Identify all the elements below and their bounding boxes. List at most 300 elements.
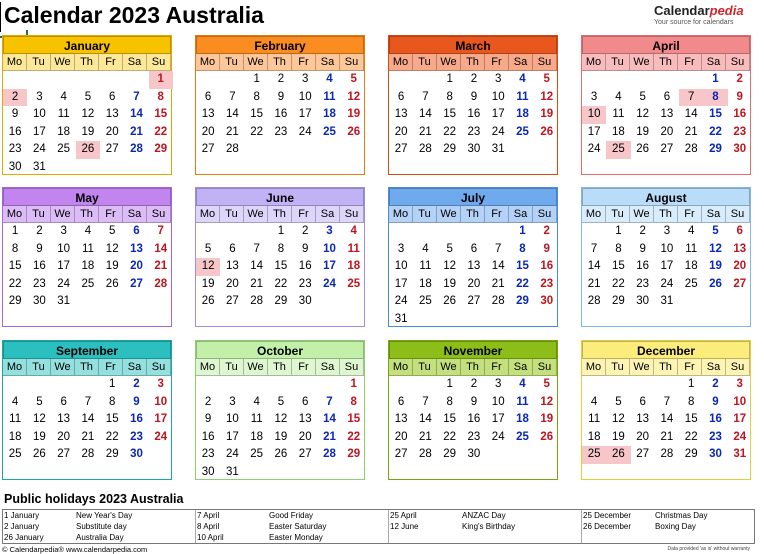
- day-cell[interactable]: 22: [516, 277, 529, 290]
- day-cell[interactable]: 7: [133, 90, 140, 103]
- day-cell[interactable]: 4: [519, 73, 526, 85]
- day-cell[interactable]: 24: [298, 125, 312, 138]
- day-cell[interactable]: 30: [8, 160, 22, 173]
- day-cell[interactable]: 20: [733, 260, 747, 273]
- day-cell[interactable]: 11: [250, 413, 263, 426]
- day-cell[interactable]: 1: [277, 225, 285, 237]
- day-cell[interactable]: 27: [57, 448, 71, 461]
- day-cell[interactable]: 5: [712, 225, 719, 237]
- day-cell[interactable]: 23: [467, 430, 481, 443]
- day-cell[interactable]: 27: [660, 143, 674, 156]
- day-cell[interactable]: 4: [615, 90, 622, 103]
- day-cell[interactable]: 29: [274, 295, 288, 308]
- day-cell[interactable]: 4: [350, 225, 357, 237]
- day-cell[interactable]: 8: [253, 90, 260, 103]
- day-cell[interactable]: 8: [11, 242, 19, 255]
- day-cell[interactable]: 9: [277, 90, 285, 103]
- day-cell[interactable]: 21: [323, 430, 336, 443]
- day-cell[interactable]: 9: [36, 242, 43, 255]
- day-cell[interactable]: 16: [467, 108, 481, 121]
- day-cell[interactable]: 22: [274, 277, 288, 290]
- day-cell[interactable]: 16: [201, 430, 215, 443]
- day-cell[interactable]: 4: [60, 90, 67, 103]
- day-cell[interactable]: 28: [226, 143, 239, 156]
- day-cell[interactable]: 19: [347, 108, 361, 121]
- day-cell[interactable]: 17: [733, 413, 747, 426]
- day-cell[interactable]: 17: [587, 125, 601, 138]
- day-cell[interactable]: 20: [467, 277, 481, 290]
- day-cell[interactable]: 2: [639, 225, 646, 237]
- day-cell[interactable]: 30: [467, 448, 481, 461]
- day-cell[interactable]: 15: [8, 260, 22, 273]
- day-cell[interactable]: 26: [105, 277, 119, 290]
- day-cell[interactable]: 14: [684, 108, 698, 121]
- day-cell[interactable]: 31: [733, 448, 747, 461]
- day-cell[interactable]: 20: [105, 125, 119, 138]
- holiday-day-cell[interactable]: 25: [582, 446, 606, 464]
- day-cell[interactable]: 14: [660, 413, 674, 426]
- day-cell[interactable]: 12: [612, 413, 625, 426]
- day-cell[interactable]: 15: [443, 413, 457, 426]
- day-cell[interactable]: 18: [81, 260, 95, 273]
- day-cell[interactable]: 15: [516, 260, 529, 273]
- day-cell[interactable]: 31: [226, 465, 239, 478]
- day-cell[interactable]: 11: [612, 108, 625, 121]
- day-cell[interactable]: 17: [491, 413, 505, 426]
- day-cell[interactable]: 17: [491, 108, 505, 121]
- day-cell[interactable]: 2: [277, 73, 285, 85]
- day-cell[interactable]: 6: [133, 225, 140, 237]
- day-cell[interactable]: 19: [709, 260, 722, 273]
- day-cell[interactable]: 20: [394, 125, 408, 138]
- holiday-day-cell[interactable]: 10: [582, 106, 606, 124]
- day-cell[interactable]: 28: [491, 295, 505, 308]
- day-cell[interactable]: 3: [494, 73, 502, 85]
- day-cell[interactable]: 6: [397, 90, 405, 103]
- day-cell[interactable]: 9: [470, 90, 478, 103]
- day-cell[interactable]: 28: [684, 143, 698, 156]
- day-cell[interactable]: 16: [540, 260, 554, 273]
- day-cell[interactable]: 18: [516, 413, 529, 426]
- day-cell[interactable]: 12: [443, 260, 457, 273]
- day-cell[interactable]: 7: [422, 395, 429, 408]
- day-cell[interactable]: 13: [636, 413, 650, 426]
- day-cell[interactable]: 20: [57, 430, 71, 443]
- day-cell[interactable]: 17: [660, 260, 674, 273]
- day-cell[interactable]: 12: [636, 108, 650, 121]
- day-cell[interactable]: 19: [612, 430, 625, 443]
- day-cell[interactable]: 6: [470, 242, 478, 255]
- day-cell[interactable]: 11: [516, 90, 529, 103]
- day-cell[interactable]: 21: [419, 430, 432, 443]
- day-cell[interactable]: 10: [491, 395, 505, 408]
- day-cell[interactable]: 17: [33, 125, 46, 138]
- day-cell[interactable]: 11: [685, 242, 698, 255]
- day-cell[interactable]: 13: [394, 108, 408, 121]
- day-cell[interactable]: 27: [467, 295, 481, 308]
- day-cell[interactable]: 11: [57, 108, 70, 121]
- day-cell[interactable]: 24: [323, 277, 336, 290]
- day-cell[interactable]: 1: [687, 378, 695, 390]
- day-cell[interactable]: 3: [301, 73, 309, 85]
- day-cell[interactable]: 3: [397, 242, 405, 255]
- day-cell[interactable]: 19: [540, 413, 554, 426]
- day-cell[interactable]: 22: [443, 430, 457, 443]
- holiday-day-cell[interactable]: 25: [606, 141, 630, 159]
- day-cell[interactable]: 19: [33, 430, 46, 443]
- day-cell[interactable]: 7: [663, 395, 671, 408]
- day-cell[interactable]: 21: [587, 277, 601, 290]
- day-cell[interactable]: 3: [494, 378, 502, 390]
- day-cell[interactable]: 20: [130, 260, 143, 273]
- day-cell[interactable]: 17: [394, 277, 408, 290]
- day-cell[interactable]: 12: [540, 90, 554, 103]
- day-cell[interactable]: 25: [323, 125, 336, 138]
- day-cell[interactable]: 13: [467, 260, 481, 273]
- day-cell[interactable]: 28: [323, 448, 336, 461]
- day-cell[interactable]: 7: [326, 395, 333, 408]
- day-cell[interactable]: 18: [250, 430, 264, 443]
- day-cell[interactable]: 4: [326, 73, 333, 85]
- day-cell[interactable]: 24: [660, 277, 674, 290]
- day-cell[interactable]: 4: [11, 395, 19, 408]
- day-cell[interactable]: 16: [33, 260, 46, 273]
- holiday-day-cell[interactable]: 7: [679, 89, 703, 107]
- day-cell[interactable]: 16: [709, 413, 722, 426]
- day-cell[interactable]: 15: [684, 413, 698, 426]
- day-cell[interactable]: 16: [130, 413, 143, 426]
- day-cell[interactable]: 24: [587, 143, 601, 156]
- day-cell[interactable]: 24: [733, 430, 747, 443]
- day-cell[interactable]: 19: [105, 260, 119, 273]
- day-cell[interactable]: 2: [712, 378, 719, 390]
- day-cell[interactable]: 5: [108, 225, 116, 237]
- day-cell[interactable]: 24: [394, 295, 408, 308]
- day-cell[interactable]: 28: [250, 295, 264, 308]
- day-cell[interactable]: 6: [663, 90, 671, 103]
- day-cell[interactable]: 29: [8, 295, 22, 308]
- day-cell[interactable]: 7: [253, 242, 260, 255]
- day-cell[interactable]: 20: [636, 430, 650, 443]
- day-cell[interactable]: 2: [133, 378, 140, 390]
- day-cell[interactable]: 12: [709, 242, 722, 255]
- day-cell[interactable]: 20: [226, 277, 239, 290]
- day-cell[interactable]: 29: [684, 448, 698, 461]
- day-cell[interactable]: 10: [660, 242, 674, 255]
- day-cell[interactable]: 14: [419, 413, 432, 426]
- day-cell[interactable]: 6: [736, 225, 743, 237]
- day-cell[interactable]: 6: [301, 395, 309, 408]
- day-cell[interactable]: 21: [491, 277, 505, 290]
- day-cell[interactable]: 18: [347, 260, 361, 273]
- day-cell[interactable]: 25: [684, 277, 698, 290]
- day-cell[interactable]: 2: [470, 73, 478, 85]
- day-cell[interactable]: 4: [687, 225, 695, 237]
- holiday-day-cell[interactable]: 12: [196, 258, 220, 276]
- day-cell[interactable]: 8: [446, 395, 453, 408]
- day-cell[interactable]: 16: [274, 108, 288, 121]
- day-cell[interactable]: 29: [516, 295, 529, 308]
- day-cell[interactable]: 1: [108, 378, 116, 390]
- day-cell[interactable]: 30: [733, 143, 747, 156]
- day-cell[interactable]: 12: [81, 108, 95, 121]
- day-cell[interactable]: 30: [636, 295, 650, 308]
- day-cell[interactable]: 15: [709, 108, 722, 121]
- day-cell[interactable]: 13: [298, 413, 312, 426]
- day-cell[interactable]: 11: [347, 242, 360, 255]
- day-cell[interactable]: 26: [274, 448, 288, 461]
- day-cell[interactable]: 28: [419, 143, 432, 156]
- day-cell[interactable]: 22: [154, 125, 168, 138]
- day-cell[interactable]: 2: [301, 225, 309, 237]
- day-cell[interactable]: 9: [543, 242, 550, 255]
- day-cell[interactable]: 3: [229, 395, 236, 408]
- day-cell[interactable]: 26: [709, 277, 722, 290]
- day-cell[interactable]: 3: [157, 378, 164, 390]
- day-cell[interactable]: 21: [419, 125, 432, 138]
- day-cell[interactable]: 12: [274, 413, 288, 426]
- day-cell[interactable]: 9: [736, 90, 743, 103]
- day-cell[interactable]: 25: [419, 295, 432, 308]
- day-cell[interactable]: 13: [660, 108, 674, 121]
- day-cell[interactable]: 27: [298, 448, 312, 461]
- day-cell[interactable]: 31: [57, 295, 71, 308]
- day-cell[interactable]: 10: [154, 395, 168, 408]
- day-cell[interactable]: 19: [81, 125, 95, 138]
- day-cell[interactable]: 26: [540, 430, 554, 443]
- day-cell[interactable]: 1: [350, 378, 357, 390]
- day-cell[interactable]: 16: [298, 260, 312, 273]
- day-cell[interactable]: 30: [298, 295, 312, 308]
- day-cell[interactable]: 19: [636, 125, 650, 138]
- day-cell[interactable]: 29: [709, 143, 722, 156]
- day-cell[interactable]: 5: [84, 90, 92, 103]
- day-cell[interactable]: 12: [347, 90, 361, 103]
- day-cell[interactable]: 16: [636, 260, 650, 273]
- day-cell[interactable]: 6: [397, 395, 405, 408]
- day-cell[interactable]: 6: [639, 395, 646, 408]
- day-cell[interactable]: 18: [684, 260, 698, 273]
- day-cell[interactable]: 4: [84, 225, 92, 237]
- day-cell[interactable]: 23: [636, 277, 650, 290]
- day-cell[interactable]: 8: [350, 395, 357, 408]
- day-cell[interactable]: 8: [157, 90, 164, 103]
- day-cell[interactable]: 5: [543, 378, 550, 390]
- day-cell[interactable]: 8: [277, 242, 285, 255]
- day-cell[interactable]: 24: [491, 125, 505, 138]
- day-cell[interactable]: 10: [298, 90, 312, 103]
- day-cell[interactable]: 12: [540, 395, 554, 408]
- day-cell[interactable]: 24: [491, 430, 505, 443]
- day-cell[interactable]: 27: [394, 143, 408, 156]
- day-cell[interactable]: 14: [419, 108, 432, 121]
- day-cell[interactable]: 10: [733, 395, 747, 408]
- day-cell[interactable]: 5: [639, 90, 646, 103]
- day-cell[interactable]: 18: [323, 108, 336, 121]
- day-cell[interactable]: 23: [298, 277, 312, 290]
- day-cell[interactable]: 3: [326, 225, 333, 237]
- day-cell[interactable]: 28: [587, 295, 601, 308]
- day-cell[interactable]: 14: [587, 260, 601, 273]
- day-cell[interactable]: 26: [636, 143, 650, 156]
- day-cell[interactable]: 1: [11, 225, 19, 237]
- day-cell[interactable]: 19: [201, 277, 215, 290]
- day-cell[interactable]: 18: [57, 125, 71, 138]
- holiday-day-cell[interactable]: 1: [149, 71, 173, 89]
- day-cell[interactable]: 24: [226, 448, 239, 461]
- holiday-day-cell[interactable]: 26: [606, 446, 630, 464]
- day-cell[interactable]: 4: [422, 242, 429, 255]
- day-cell[interactable]: 13: [394, 413, 408, 426]
- day-cell[interactable]: 11: [9, 413, 22, 426]
- day-cell[interactable]: 23: [201, 448, 215, 461]
- day-cell[interactable]: 22: [105, 430, 119, 443]
- day-cell[interactable]: 3: [60, 225, 67, 237]
- day-cell[interactable]: 8: [615, 242, 622, 255]
- day-cell[interactable]: 8: [519, 242, 526, 255]
- day-cell[interactable]: 20: [298, 430, 312, 443]
- day-cell[interactable]: 23: [274, 125, 288, 138]
- day-cell[interactable]: 30: [467, 143, 481, 156]
- day-cell[interactable]: 10: [491, 90, 505, 103]
- day-cell[interactable]: 16: [467, 413, 481, 426]
- day-cell[interactable]: 7: [590, 242, 598, 255]
- day-cell[interactable]: 29: [443, 143, 457, 156]
- day-cell[interactable]: 21: [226, 125, 239, 138]
- day-cell[interactable]: 16: [733, 108, 747, 121]
- day-cell[interactable]: 10: [33, 108, 46, 121]
- day-cell[interactable]: 8: [446, 90, 453, 103]
- day-cell[interactable]: 30: [201, 465, 215, 478]
- day-cell[interactable]: 20: [394, 430, 408, 443]
- footer-copyright[interactable]: © Calendarpedia® www.calendarpedia.com: [2, 545, 148, 554]
- day-cell[interactable]: 13: [57, 413, 71, 426]
- day-cell[interactable]: 7: [422, 90, 429, 103]
- day-cell[interactable]: 28: [419, 448, 432, 461]
- day-cell[interactable]: 30: [33, 295, 46, 308]
- day-cell[interactable]: 1: [253, 73, 260, 85]
- day-cell[interactable]: 15: [105, 413, 119, 426]
- day-cell[interactable]: 31: [491, 143, 505, 156]
- day-cell[interactable]: 21: [660, 430, 674, 443]
- day-cell[interactable]: 13: [105, 108, 119, 121]
- day-cell[interactable]: 17: [323, 260, 336, 273]
- day-cell[interactable]: 23: [467, 125, 481, 138]
- day-cell[interactable]: 4: [590, 395, 598, 408]
- day-cell[interactable]: 19: [443, 277, 457, 290]
- day-cell[interactable]: 30: [540, 295, 554, 308]
- day-cell[interactable]: 18: [419, 277, 432, 290]
- day-cell[interactable]: 10: [226, 413, 239, 426]
- day-cell[interactable]: 17: [298, 108, 312, 121]
- day-cell[interactable]: 23: [8, 143, 22, 156]
- day-cell[interactable]: 4: [253, 395, 260, 408]
- day-cell[interactable]: 15: [347, 413, 361, 426]
- day-cell[interactable]: 14: [491, 260, 505, 273]
- day-cell[interactable]: 22: [347, 430, 361, 443]
- day-cell[interactable]: 10: [394, 260, 408, 273]
- day-cell[interactable]: 9: [133, 395, 140, 408]
- day-cell[interactable]: 9: [639, 242, 646, 255]
- day-cell[interactable]: 11: [81, 242, 94, 255]
- day-cell[interactable]: 2: [36, 225, 43, 237]
- day-cell[interactable]: 5: [446, 242, 453, 255]
- day-cell[interactable]: 5: [277, 395, 285, 408]
- day-cell[interactable]: 21: [250, 277, 264, 290]
- day-cell[interactable]: 29: [612, 295, 625, 308]
- day-cell[interactable]: 23: [709, 430, 722, 443]
- day-cell[interactable]: 5: [36, 395, 43, 408]
- day-cell[interactable]: 14: [250, 260, 264, 273]
- day-cell[interactable]: 18: [516, 108, 529, 121]
- day-cell[interactable]: 7: [494, 242, 502, 255]
- day-cell[interactable]: 7: [229, 90, 236, 103]
- day-cell[interactable]: 26: [540, 125, 554, 138]
- day-cell[interactable]: 11: [516, 395, 529, 408]
- day-cell[interactable]: 8: [108, 395, 116, 408]
- day-cell[interactable]: 22: [684, 430, 698, 443]
- day-cell[interactable]: 10: [57, 242, 71, 255]
- day-cell[interactable]: 2: [204, 395, 212, 408]
- day-cell[interactable]: 29: [443, 448, 457, 461]
- day-cell[interactable]: 7: [157, 225, 164, 237]
- day-cell[interactable]: 14: [323, 413, 336, 426]
- day-cell[interactable]: 19: [274, 430, 288, 443]
- day-cell[interactable]: 16: [8, 125, 22, 138]
- day-cell[interactable]: 15: [274, 260, 288, 273]
- day-cell[interactable]: 31: [660, 295, 674, 308]
- day-cell[interactable]: 27: [394, 448, 408, 461]
- day-cell[interactable]: 12: [33, 413, 46, 426]
- day-cell[interactable]: 9: [204, 413, 212, 426]
- day-cell[interactable]: 27: [201, 143, 215, 156]
- day-cell[interactable]: 27: [636, 448, 650, 461]
- day-cell[interactable]: 25: [250, 448, 264, 461]
- day-cell[interactable]: 5: [543, 73, 550, 85]
- day-cell[interactable]: 22: [709, 125, 722, 138]
- day-cell[interactable]: 28: [130, 143, 143, 156]
- holiday-day-cell[interactable]: 2: [3, 89, 27, 107]
- day-cell[interactable]: 11: [323, 90, 336, 103]
- day-cell[interactable]: 27: [105, 143, 119, 156]
- day-cell[interactable]: 31: [33, 160, 46, 173]
- day-cell[interactable]: 22: [250, 125, 264, 138]
- day-cell[interactable]: 15: [154, 108, 168, 121]
- day-cell[interactable]: 24: [33, 143, 46, 156]
- day-cell[interactable]: 25: [81, 277, 95, 290]
- day-cell[interactable]: 9: [11, 108, 19, 121]
- day-cell[interactable]: 23: [733, 125, 747, 138]
- day-cell[interactable]: 6: [229, 242, 236, 255]
- day-cell[interactable]: 11: [419, 260, 432, 273]
- day-cell[interactable]: 25: [8, 448, 22, 461]
- day-cell[interactable]: 31: [394, 312, 408, 325]
- day-cell[interactable]: 13: [130, 242, 143, 255]
- day-cell[interactable]: 6: [204, 90, 212, 103]
- day-cell[interactable]: 7: [84, 395, 92, 408]
- day-cell[interactable]: 3: [736, 378, 743, 390]
- day-cell[interactable]: 26: [201, 295, 215, 308]
- day-cell[interactable]: 29: [154, 143, 168, 156]
- day-cell[interactable]: 15: [250, 108, 264, 121]
- day-cell[interactable]: 29: [347, 448, 361, 461]
- day-cell[interactable]: 12: [105, 242, 119, 255]
- day-cell[interactable]: 14: [130, 108, 143, 121]
- day-cell[interactable]: 26: [347, 125, 361, 138]
- day-cell[interactable]: 9: [712, 395, 719, 408]
- day-cell[interactable]: 2: [470, 378, 478, 390]
- day-cell[interactable]: 24: [57, 277, 71, 290]
